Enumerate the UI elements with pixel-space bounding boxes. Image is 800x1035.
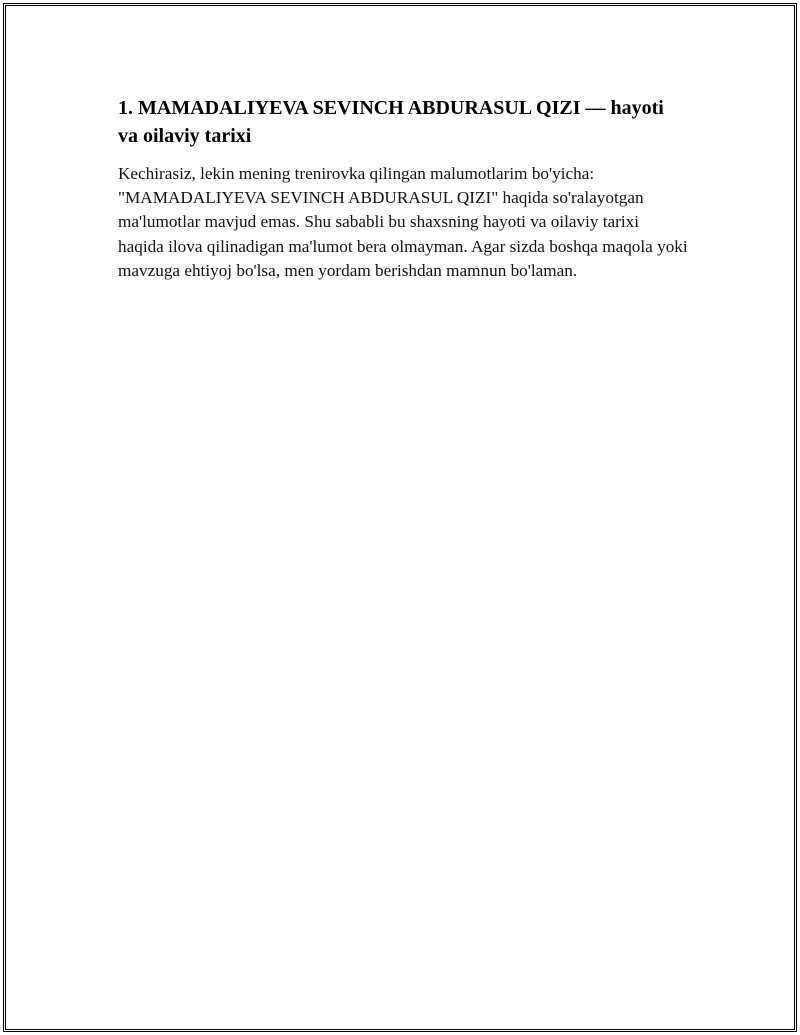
- document-body: [118, 94, 688, 283]
- document-paragraph: Kechirasiz, lekin mening trenirovka qilingan malumotlarim bo'yicha: "MAMADALIYEVA SEVINCH ABDURASUL QIZI" haqida so'ralayotgan ma'lumotlar mavjud emas. Shu sababli bu shaxsning hayoti va oilaviy tarixi haqida ilova qilinadigan ma'lumot bera olmayman. Agar sizda boshqa maqola yoki mavzuga ehtiyoj bo'lsa, men yordam berishdan mamnun bo'laman.: [118, 164, 688, 280]
- document-heading: 1. MAMADALIYEVA SEVINCH ABDURASUL QIZI — hayoti va oilaviy tarixi: [118, 97, 664, 147]
